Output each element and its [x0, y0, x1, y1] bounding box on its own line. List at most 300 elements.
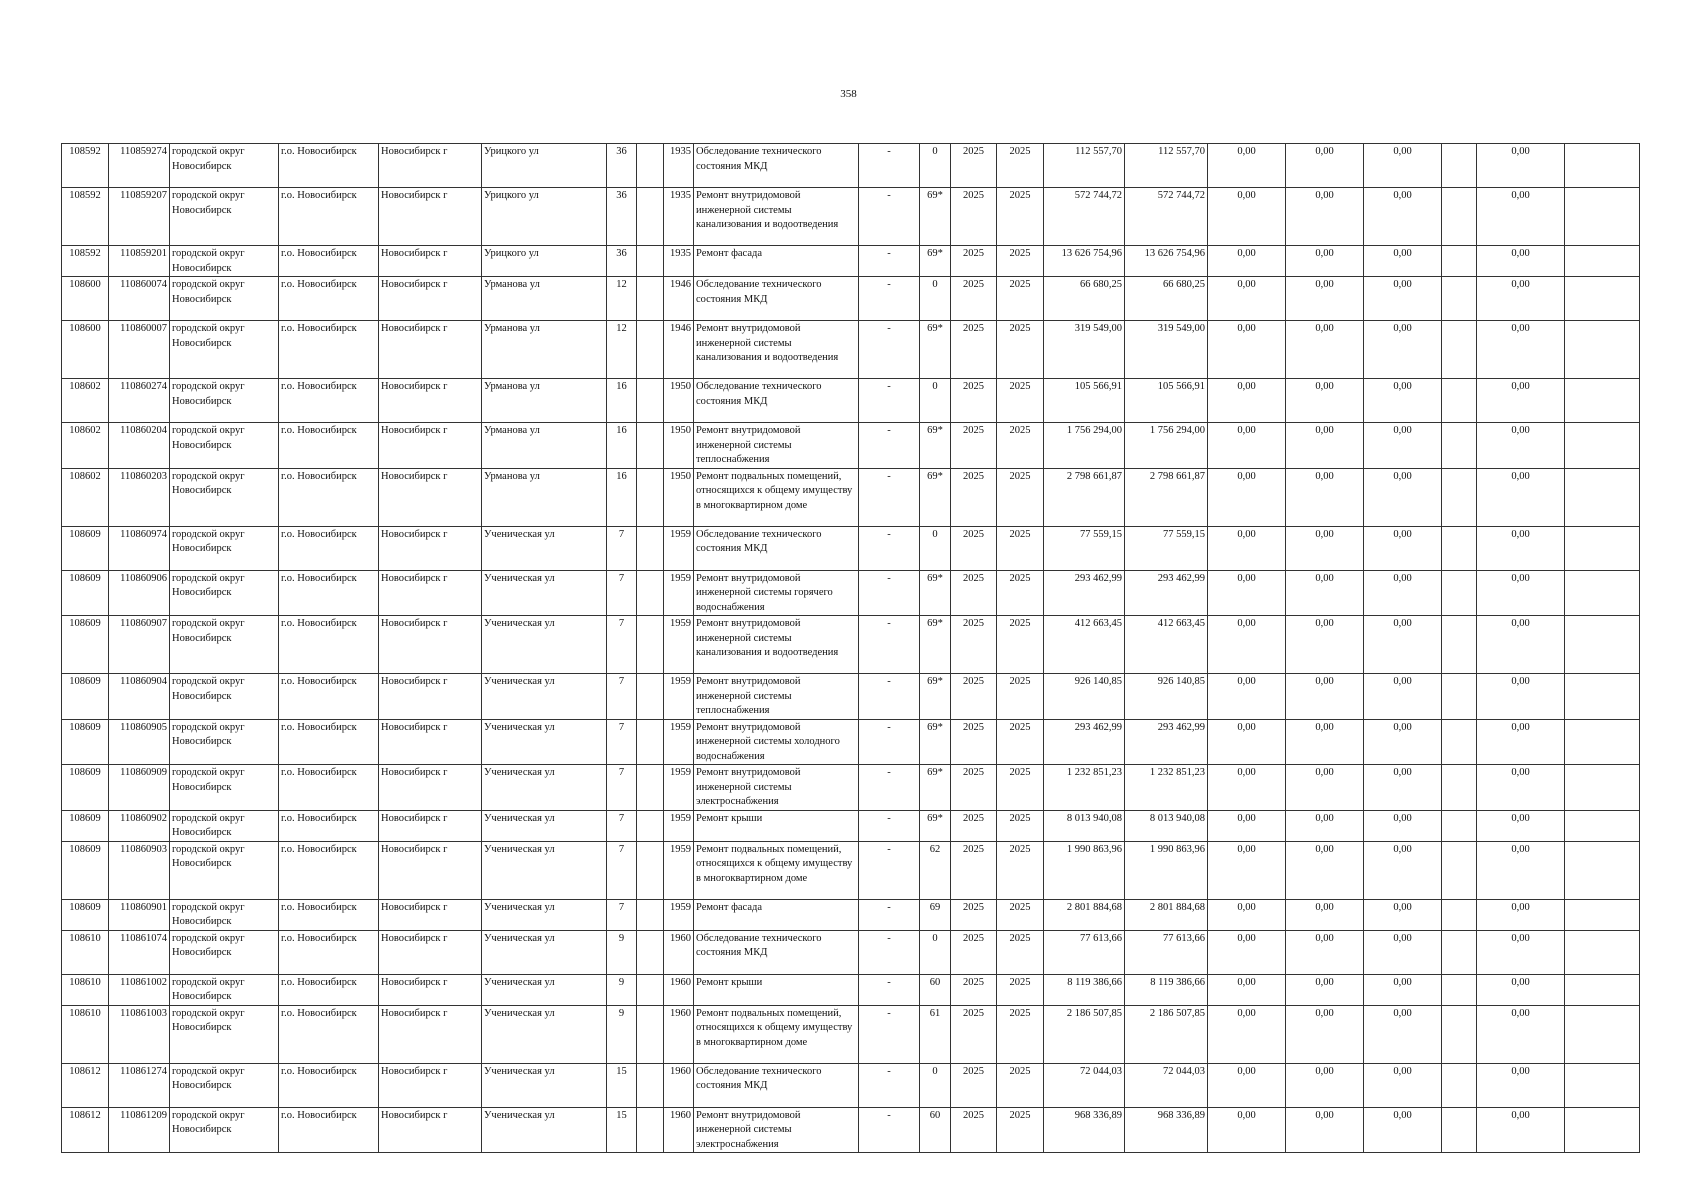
cell-wear: 69*	[920, 616, 951, 674]
cell-blank-2	[1565, 423, 1640, 469]
cell-corpus	[637, 1107, 664, 1153]
cell-blank-2	[1565, 1005, 1640, 1063]
cell-value-4: 0,00	[1477, 246, 1565, 277]
cell-value-4: 0,00	[1477, 719, 1565, 765]
cell-end-year: 2025	[997, 468, 1044, 526]
cell-dash: -	[859, 321, 920, 379]
cell-municipality: городской округ Новосибирск	[170, 1063, 279, 1107]
cell-wear: 69*	[920, 810, 951, 841]
cell-dash: -	[859, 526, 920, 570]
cell-value-3: 0,00	[1364, 570, 1442, 616]
cell-corpus	[637, 277, 664, 321]
cell-code: 110860901	[109, 899, 170, 930]
cell-value-3: 0,00	[1364, 974, 1442, 1005]
cell-blank-2	[1565, 674, 1640, 720]
cell-wear: 69*	[920, 719, 951, 765]
cell-blank-2	[1565, 841, 1640, 899]
cell-id: 108602	[62, 423, 109, 469]
cell-value-4: 0,00	[1477, 841, 1565, 899]
cell-start-year: 2025	[951, 930, 997, 974]
cell-value-3: 0,00	[1364, 526, 1442, 570]
cell-blank-1	[1442, 188, 1477, 246]
cell-work-type: Обследование технического состояния МКД	[694, 1063, 859, 1107]
cell-dash: -	[859, 144, 920, 188]
cell-value-3: 0,00	[1364, 810, 1442, 841]
cell-blank-2	[1565, 321, 1640, 379]
cell-value-2: 0,00	[1286, 899, 1364, 930]
cell-value-4: 0,00	[1477, 899, 1565, 930]
cell-corpus	[637, 616, 664, 674]
cell-cost-2: 77 559,15	[1125, 526, 1208, 570]
cell-work-type: Ремонт внутридомовой инженерной системы холодного водоснабжения	[694, 719, 859, 765]
cell-id: 108600	[62, 277, 109, 321]
cell-value-3: 0,00	[1364, 379, 1442, 423]
cell-value-3: 0,00	[1364, 930, 1442, 974]
cell-street: Урманова ул	[482, 277, 607, 321]
cell-corpus	[637, 974, 664, 1005]
cell-dash: -	[859, 674, 920, 720]
cell-work-type: Ремонт внутридомовой инженерной системы канализования и водоотведения	[694, 321, 859, 379]
cell-year: 1959	[664, 765, 694, 811]
cell-street: Урманова ул	[482, 423, 607, 469]
cell-work-type: Ремонт внутридомовой инженерной системы канализования и водоотведения	[694, 188, 859, 246]
cell-blank-2	[1565, 570, 1640, 616]
cell-house: 7	[607, 899, 637, 930]
cell-district: г.о. Новосибирск	[279, 810, 379, 841]
cell-year: 1960	[664, 974, 694, 1005]
cell-blank-1	[1442, 526, 1477, 570]
cell-id: 108609	[62, 526, 109, 570]
cell-city: Новосибирск г	[379, 1107, 482, 1153]
cell-work-type: Ремонт подвальных помещений, относящихся к общему имуществу в многоквартирном доме	[694, 841, 859, 899]
cell-year: 1960	[664, 1063, 694, 1107]
cell-total-cost: 968 336,89	[1044, 1107, 1125, 1153]
cell-start-year: 2025	[951, 974, 997, 1005]
cell-value-1: 0,00	[1208, 810, 1286, 841]
cell-total-cost: 926 140,85	[1044, 674, 1125, 720]
cell-street: Ученическая ул	[482, 719, 607, 765]
cell-total-cost: 66 680,25	[1044, 277, 1125, 321]
cell-blank-2	[1565, 930, 1640, 974]
table-row	[62, 719, 1640, 765]
cell-street: Ученическая ул	[482, 930, 607, 974]
cell-corpus	[637, 1063, 664, 1107]
cell-value-4: 0,00	[1477, 277, 1565, 321]
cell-work-type: Ремонт внутридомовой инженерной системы теплоснабжения	[694, 674, 859, 720]
table-row	[62, 930, 1640, 974]
cell-wear: 0	[920, 144, 951, 188]
cell-municipality: городской округ Новосибирск	[170, 974, 279, 1005]
cell-value-1: 0,00	[1208, 379, 1286, 423]
cell-start-year: 2025	[951, 246, 997, 277]
cell-corpus	[637, 810, 664, 841]
cell-value-2: 0,00	[1286, 674, 1364, 720]
cell-house: 7	[607, 841, 637, 899]
cell-end-year: 2025	[997, 719, 1044, 765]
cell-municipality: городской округ Новосибирск	[170, 1005, 279, 1063]
cell-value-2: 0,00	[1286, 321, 1364, 379]
cell-total-cost: 13 626 754,96	[1044, 246, 1125, 277]
cell-work-type: Ремонт фасада	[694, 899, 859, 930]
cell-dash: -	[859, 1005, 920, 1063]
cell-cost-2: 8 119 386,66	[1125, 974, 1208, 1005]
table-row	[62, 765, 1640, 811]
table-row	[62, 899, 1640, 930]
cell-district: г.о. Новосибирск	[279, 526, 379, 570]
cell-blank-2	[1565, 974, 1640, 1005]
cell-value-4: 0,00	[1477, 468, 1565, 526]
cell-value-2: 0,00	[1286, 719, 1364, 765]
cell-city: Новосибирск г	[379, 899, 482, 930]
cell-start-year: 2025	[951, 188, 997, 246]
cell-value-3: 0,00	[1364, 674, 1442, 720]
cell-work-type: Ремонт внутридомовой инженерной системы горячего водоснабжения	[694, 570, 859, 616]
cell-district: г.о. Новосибирск	[279, 674, 379, 720]
cell-total-cost: 72 044,03	[1044, 1063, 1125, 1107]
cell-value-4: 0,00	[1477, 526, 1565, 570]
cell-street: Ученическая ул	[482, 765, 607, 811]
cell-house: 9	[607, 974, 637, 1005]
cell-value-3: 0,00	[1364, 765, 1442, 811]
cell-corpus	[637, 526, 664, 570]
table-row	[62, 526, 1640, 570]
cell-year: 1946	[664, 277, 694, 321]
cell-district: г.о. Новосибирск	[279, 188, 379, 246]
cell-value-2: 0,00	[1286, 1005, 1364, 1063]
cell-street: Ученическая ул	[482, 526, 607, 570]
cell-blank-1	[1442, 144, 1477, 188]
cell-cost-2: 2 798 661,87	[1125, 468, 1208, 526]
cell-district: г.о. Новосибирск	[279, 930, 379, 974]
cell-code: 110860274	[109, 379, 170, 423]
cell-value-3: 0,00	[1364, 423, 1442, 469]
cell-wear: 0	[920, 277, 951, 321]
table-body	[62, 144, 1640, 1153]
cell-id: 108592	[62, 246, 109, 277]
cell-blank-1	[1442, 899, 1477, 930]
cell-blank-2	[1565, 1107, 1640, 1153]
cell-blank-2	[1565, 1063, 1640, 1107]
cell-end-year: 2025	[997, 246, 1044, 277]
cell-blank-2	[1565, 468, 1640, 526]
cell-city: Новосибирск г	[379, 810, 482, 841]
cell-wear: 69*	[920, 765, 951, 811]
cell-value-3: 0,00	[1364, 616, 1442, 674]
table-row	[62, 1005, 1640, 1063]
cell-id: 108609	[62, 899, 109, 930]
cell-total-cost: 1 756 294,00	[1044, 423, 1125, 469]
cell-corpus	[637, 468, 664, 526]
cell-value-1: 0,00	[1208, 468, 1286, 526]
table-row	[62, 423, 1640, 469]
cell-street: Ученическая ул	[482, 1107, 607, 1153]
cell-value-4: 0,00	[1477, 810, 1565, 841]
cell-corpus	[637, 841, 664, 899]
cell-corpus	[637, 423, 664, 469]
cell-total-cost: 1 990 863,96	[1044, 841, 1125, 899]
cell-blank-1	[1442, 1063, 1477, 1107]
cell-id: 108609	[62, 570, 109, 616]
cell-cost-2: 1 990 863,96	[1125, 841, 1208, 899]
cell-dash: -	[859, 570, 920, 616]
cell-municipality: городской округ Новосибирск	[170, 616, 279, 674]
cell-blank-1	[1442, 379, 1477, 423]
cell-code: 110860909	[109, 765, 170, 811]
cell-total-cost: 293 462,99	[1044, 719, 1125, 765]
cell-value-4: 0,00	[1477, 974, 1565, 1005]
cell-street: Ученическая ул	[482, 674, 607, 720]
cell-blank-2	[1565, 144, 1640, 188]
cell-wear: 69*	[920, 570, 951, 616]
cell-cost-2: 293 462,99	[1125, 570, 1208, 616]
cell-value-1: 0,00	[1208, 841, 1286, 899]
cell-work-type: Обследование технического состояния МКД	[694, 277, 859, 321]
cell-value-4: 0,00	[1477, 570, 1565, 616]
cell-code: 110861274	[109, 1063, 170, 1107]
cell-corpus	[637, 188, 664, 246]
cell-street: Ученическая ул	[482, 616, 607, 674]
cell-year: 1959	[664, 674, 694, 720]
cell-dash: -	[859, 841, 920, 899]
cell-end-year: 2025	[997, 277, 1044, 321]
cell-blank-1	[1442, 974, 1477, 1005]
cell-street: Урицкого ул	[482, 246, 607, 277]
cell-work-type: Ремонт подвальных помещений, относящихся к общему имуществу в многоквартирном доме	[694, 1005, 859, 1063]
cell-municipality: городской округ Новосибирск	[170, 379, 279, 423]
cell-value-4: 0,00	[1477, 1107, 1565, 1153]
cell-value-2: 0,00	[1286, 810, 1364, 841]
cell-year: 1935	[664, 144, 694, 188]
cell-total-cost: 112 557,70	[1044, 144, 1125, 188]
cell-end-year: 2025	[997, 1063, 1044, 1107]
cell-city: Новосибирск г	[379, 674, 482, 720]
cell-value-1: 0,00	[1208, 930, 1286, 974]
cell-value-1: 0,00	[1208, 1063, 1286, 1107]
cell-municipality: городской округ Новосибирск	[170, 1107, 279, 1153]
cell-value-2: 0,00	[1286, 526, 1364, 570]
cell-house: 16	[607, 468, 637, 526]
cell-value-2: 0,00	[1286, 188, 1364, 246]
cell-house: 15	[607, 1107, 637, 1153]
cell-start-year: 2025	[951, 810, 997, 841]
cell-blank-2	[1565, 899, 1640, 930]
cell-code: 110860203	[109, 468, 170, 526]
cell-id: 108609	[62, 841, 109, 899]
cell-blank-2	[1565, 719, 1640, 765]
cell-start-year: 2025	[951, 841, 997, 899]
cell-total-cost: 2 798 661,87	[1044, 468, 1125, 526]
cell-total-cost: 77 613,66	[1044, 930, 1125, 974]
cell-city: Новосибирск г	[379, 765, 482, 811]
cell-municipality: городской округ Новосибирск	[170, 423, 279, 469]
cell-municipality: городской округ Новосибирск	[170, 144, 279, 188]
cell-house: 9	[607, 1005, 637, 1063]
table-row	[62, 974, 1640, 1005]
cell-city: Новосибирск г	[379, 570, 482, 616]
cell-house: 36	[607, 144, 637, 188]
cell-value-3: 0,00	[1364, 1107, 1442, 1153]
cell-wear: 69*	[920, 321, 951, 379]
cell-value-3: 0,00	[1364, 144, 1442, 188]
cell-value-1: 0,00	[1208, 974, 1286, 1005]
cell-street: Ученическая ул	[482, 841, 607, 899]
cell-dash: -	[859, 277, 920, 321]
cell-work-type: Ремонт внутридомовой инженерной системы электроснабжения	[694, 1107, 859, 1153]
cell-id: 108592	[62, 144, 109, 188]
cell-code: 110861074	[109, 930, 170, 974]
cell-work-type: Ремонт крыши	[694, 810, 859, 841]
cell-value-4: 0,00	[1477, 144, 1565, 188]
cell-id: 108592	[62, 188, 109, 246]
cell-cost-2: 926 140,85	[1125, 674, 1208, 720]
cell-municipality: городской округ Новосибирск	[170, 930, 279, 974]
cell-blank-2	[1565, 526, 1640, 570]
cell-corpus	[637, 321, 664, 379]
cell-code: 110859207	[109, 188, 170, 246]
cell-cost-2: 2 186 507,85	[1125, 1005, 1208, 1063]
cell-id: 108609	[62, 810, 109, 841]
cell-wear: 69*	[920, 423, 951, 469]
cell-start-year: 2025	[951, 1063, 997, 1107]
cell-end-year: 2025	[997, 810, 1044, 841]
cell-dash: -	[859, 468, 920, 526]
cell-value-4: 0,00	[1477, 616, 1565, 674]
cell-code: 110860204	[109, 423, 170, 469]
cell-work-type: Обследование технического состояния МКД	[694, 379, 859, 423]
cell-district: г.о. Новосибирск	[279, 719, 379, 765]
cell-total-cost: 293 462,99	[1044, 570, 1125, 616]
cell-street: Ученическая ул	[482, 1063, 607, 1107]
cell-city: Новосибирск г	[379, 719, 482, 765]
cell-value-2: 0,00	[1286, 246, 1364, 277]
cell-district: г.о. Новосибирск	[279, 423, 379, 469]
cell-year: 1959	[664, 719, 694, 765]
cell-house: 7	[607, 810, 637, 841]
cell-start-year: 2025	[951, 570, 997, 616]
cell-blank-2	[1565, 277, 1640, 321]
cell-value-1: 0,00	[1208, 616, 1286, 674]
cell-corpus	[637, 930, 664, 974]
cell-street: Ученическая ул	[482, 810, 607, 841]
cell-wear: 69*	[920, 674, 951, 720]
cell-district: г.о. Новосибирск	[279, 1107, 379, 1153]
cell-total-cost: 319 549,00	[1044, 321, 1125, 379]
cell-municipality: городской округ Новосибирск	[170, 570, 279, 616]
cell-code: 110859274	[109, 144, 170, 188]
cell-code: 110860906	[109, 570, 170, 616]
cell-wear: 69*	[920, 246, 951, 277]
cell-total-cost: 412 663,45	[1044, 616, 1125, 674]
cell-value-4: 0,00	[1477, 1063, 1565, 1107]
cell-end-year: 2025	[997, 899, 1044, 930]
cell-end-year: 2025	[997, 1005, 1044, 1063]
cell-value-3: 0,00	[1364, 468, 1442, 526]
cell-code: 110860074	[109, 277, 170, 321]
cell-district: г.о. Новосибирск	[279, 899, 379, 930]
cell-value-4: 0,00	[1477, 674, 1565, 720]
cell-value-3: 0,00	[1364, 899, 1442, 930]
cell-year: 1959	[664, 841, 694, 899]
cell-wear: 0	[920, 379, 951, 423]
cell-blank-1	[1442, 246, 1477, 277]
cell-cost-2: 105 566,91	[1125, 379, 1208, 423]
cell-value-4: 0,00	[1477, 188, 1565, 246]
cell-city: Новосибирск г	[379, 277, 482, 321]
cell-dash: -	[859, 974, 920, 1005]
cell-corpus	[637, 379, 664, 423]
cell-year: 1935	[664, 246, 694, 277]
cell-house: 36	[607, 246, 637, 277]
cell-id: 108610	[62, 930, 109, 974]
cell-value-2: 0,00	[1286, 468, 1364, 526]
cell-house: 15	[607, 1063, 637, 1107]
cell-code: 110860905	[109, 719, 170, 765]
cell-district: г.о. Новосибирск	[279, 974, 379, 1005]
cell-house: 7	[607, 526, 637, 570]
cell-value-3: 0,00	[1364, 841, 1442, 899]
cell-wear: 0	[920, 526, 951, 570]
cell-work-type: Ремонт подвальных помещений, относящихся к общему имуществу в многоквартирном доме	[694, 468, 859, 526]
cell-value-1: 0,00	[1208, 423, 1286, 469]
cell-corpus	[637, 1005, 664, 1063]
cell-cost-2: 8 013 940,08	[1125, 810, 1208, 841]
cell-id: 108600	[62, 321, 109, 379]
cell-start-year: 2025	[951, 321, 997, 379]
cell-code: 110860902	[109, 810, 170, 841]
cell-wear: 60	[920, 1107, 951, 1153]
cell-wear: 69*	[920, 468, 951, 526]
table-row	[62, 277, 1640, 321]
cell-blank-1	[1442, 277, 1477, 321]
cell-street: Урманова ул	[482, 468, 607, 526]
cell-work-type: Ремонт внутридомовой инженерной системы теплоснабжения	[694, 423, 859, 469]
cell-municipality: городской округ Новосибирск	[170, 719, 279, 765]
cell-year: 1960	[664, 930, 694, 974]
cell-wear: 0	[920, 930, 951, 974]
cell-code: 110860974	[109, 526, 170, 570]
cell-district: г.о. Новосибирск	[279, 570, 379, 616]
cell-corpus	[637, 246, 664, 277]
cell-street: Урманова ул	[482, 321, 607, 379]
cell-cost-2: 412 663,45	[1125, 616, 1208, 674]
cell-cost-2: 319 549,00	[1125, 321, 1208, 379]
cell-dash: -	[859, 765, 920, 811]
cell-district: г.о. Новосибирск	[279, 468, 379, 526]
cell-year: 1959	[664, 810, 694, 841]
cell-blank-1	[1442, 841, 1477, 899]
cell-code: 110860903	[109, 841, 170, 899]
cell-end-year: 2025	[997, 616, 1044, 674]
cell-city: Новосибирск г	[379, 930, 482, 974]
cell-work-type: Ремонт внутридомовой инженерной системы канализования и водоотведения	[694, 616, 859, 674]
cell-year: 1960	[664, 1107, 694, 1153]
cell-district: г.о. Новосибирск	[279, 246, 379, 277]
cell-district: г.о. Новосибирск	[279, 616, 379, 674]
cell-id: 108612	[62, 1063, 109, 1107]
cell-year: 1946	[664, 321, 694, 379]
cell-id: 108609	[62, 674, 109, 720]
cell-value-1: 0,00	[1208, 674, 1286, 720]
cell-blank-2	[1565, 188, 1640, 246]
cell-district: г.о. Новосибирск	[279, 277, 379, 321]
cell-value-4: 0,00	[1477, 930, 1565, 974]
cell-district: г.о. Новосибирск	[279, 841, 379, 899]
cell-city: Новосибирск г	[379, 423, 482, 469]
table-row	[62, 246, 1640, 277]
cell-wear: 60	[920, 974, 951, 1005]
cell-code: 110860007	[109, 321, 170, 379]
table-row	[62, 144, 1640, 188]
